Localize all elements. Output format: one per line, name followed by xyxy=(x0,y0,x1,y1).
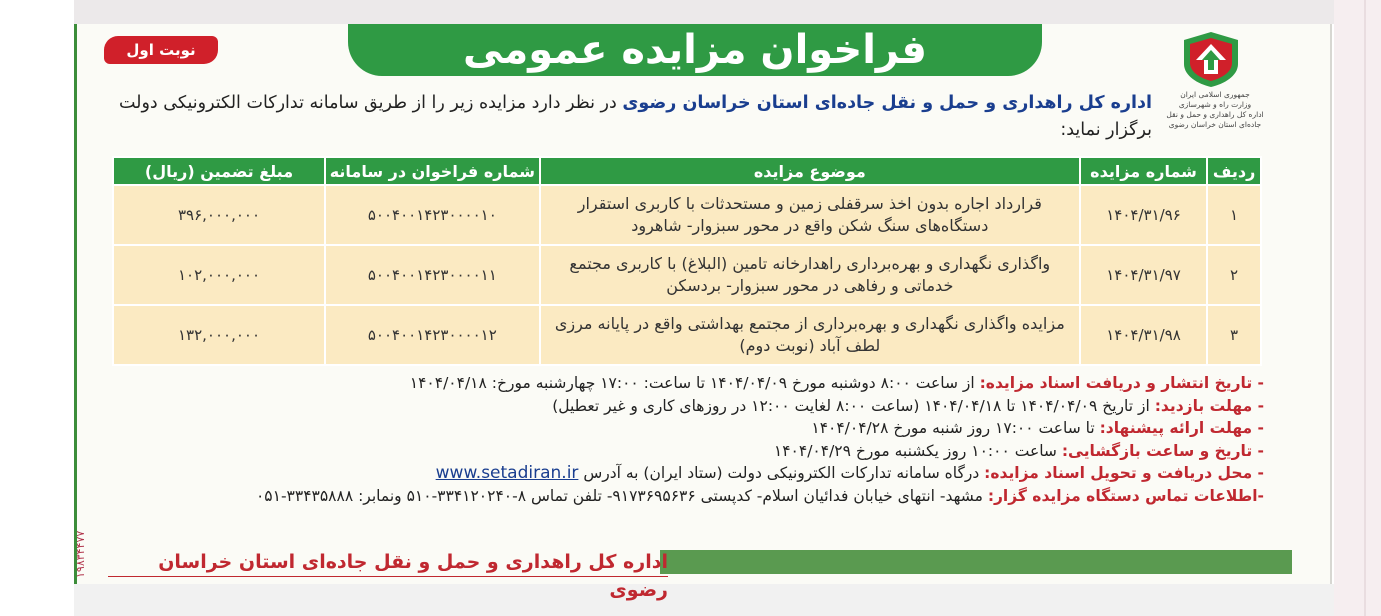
footer-underline xyxy=(108,576,668,577)
header-auction-number: شماره مزایده xyxy=(1080,157,1207,185)
detail-offer-deadline xyxy=(104,417,1264,440)
intro-rest: در نظر دارد مزایده زیر را از طریق سامانه تدارکات الکترونیکی دولت برگزار نماید: xyxy=(118,93,1152,140)
table-row xyxy=(113,305,1261,365)
cell-subject: مزایده واگذاری نگهداری و بهره‌برداری از مجتمع بهداشتی واقع در پایانه مرزی لطف آباد (نوبت دوم) xyxy=(540,305,1080,365)
detail-text: مشهد- انتهای خیابان فدائیان اسلام- کدپستی ۹۱۷۳۶۹۵۶۳۶- تلفن تماس ۸-۳۳۴۱۲۰۲۴۰-۵۱۰ ونمابر: ۳۳۴۳۵۸۸۸-۰۵۱ xyxy=(255,486,988,505)
cell-call-number: ۵۰۰۴۰۰۱۴۲۳۰۰۰۰۱۱ xyxy=(325,245,540,305)
detail-label: - تاریخ و ساعت بازگشایی: xyxy=(1061,441,1264,460)
top-band xyxy=(74,0,1334,24)
logo-line: اداره کل راهداری و حمل و نقل xyxy=(1166,110,1264,119)
detail-label: - مهلت ارائه پیشنهاد: xyxy=(1099,419,1264,437)
header-guarantee: مبلغ تضمین (ریال) xyxy=(113,157,325,185)
detail-text: ساعت ۱۰:۰۰ روز یکشنبه مورخ ۱۴۰۴/۰۴/۲۹ xyxy=(773,441,1062,460)
detail-label: -اطلاعات تماس دستگاه مزایده گزار: xyxy=(987,486,1264,505)
logo-line: جمهوری اسلامی ایران xyxy=(1180,90,1250,99)
auction-details xyxy=(104,372,1264,507)
cell-auction-number: ۱۴۰۴/۳۱/۹۷ xyxy=(1080,245,1207,305)
ministry-logo-text xyxy=(1160,90,1270,130)
cell-subject: واگذاری نگهداری و بهره‌برداری راهدارخانه تامین (البلاغ) با کاربری مجتمع خدماتی و رفاهی در محور سبزوار- بردسکن xyxy=(540,245,1080,305)
detail-label: - مهلت بازدید: xyxy=(1154,396,1264,415)
auction-table xyxy=(112,156,1262,366)
right-panel xyxy=(1334,0,1381,616)
right-divider xyxy=(1364,0,1366,616)
cell-row-number: ۱ xyxy=(1207,185,1261,245)
intro-paragraph xyxy=(100,90,1152,144)
cell-subject: قرارداد اجاره بدون اخذ سرقفلی زمین و مستحدثات با کاربری استقرار دستگاه‌های سنگ شکن واقع در محور سبزوار- شاهرود xyxy=(540,185,1080,245)
cell-call-number: ۵۰۰۴۰۰۱۴۲۳۰۰۰۰۱۲ xyxy=(325,305,540,365)
side-code xyxy=(70,490,92,580)
detail-publish-date xyxy=(104,372,1264,395)
ministry-logo-icon xyxy=(1180,30,1242,88)
intro-agency: اداره کل راهداری و حمل و نقل جاده‌ای استان خراسان رضوی xyxy=(622,93,1152,113)
header-subject: موضوع مزایده xyxy=(540,157,1080,185)
setadiran-link[interactable]: www.setadiran.ir xyxy=(435,463,579,483)
logo-line: جاده‌ای استان خراسان رضوی xyxy=(1168,120,1262,129)
header-call-number: شماره فراخوان در سامانه xyxy=(325,157,540,185)
detail-label: - تاریخ انتشار و دریافت اسناد مزایده: xyxy=(979,374,1264,392)
table-row xyxy=(113,245,1261,305)
cell-row-number: ۲ xyxy=(1207,245,1261,305)
detail-text: از تاریخ ۱۴۰۴/۰۴/۰۹ تا ۱۴۰۴/۰۴/۱۸ (ساعت ۸:۰۰ لغایت ۱۲:۰۰ در روزهای کاری و غیر تعطیل) xyxy=(552,396,1155,415)
table-row xyxy=(113,185,1261,245)
left-margin xyxy=(0,0,74,616)
detail-contact-info xyxy=(104,485,1264,508)
footer-bar xyxy=(660,550,1292,574)
cell-auction-number: ۱۴۰۴/۳۱/۹۸ xyxy=(1080,305,1207,365)
detail-text: از ساعت ۸:۰۰ دوشنبه مورخ ۱۴۰۴/۰۴/۰۹ تا ساعت: ۱۷:۰۰ چهارشنبه مورخ: ۱۴۰۴/۰۴/۱۸ xyxy=(409,374,980,392)
cell-auction-number: ۱۴۰۴/۳۱/۹۶ xyxy=(1080,185,1207,245)
detail-label: - محل دریافت و تحویل اسناد مزایده: xyxy=(984,464,1264,482)
detail-opening-time xyxy=(104,440,1264,463)
cell-guarantee: ۳۹۶,۰۰۰,۰۰۰ xyxy=(113,185,325,245)
footer-agency: اداره کل راهداری و حمل و نقل جاده‌ای استان خراسان رضوی xyxy=(158,551,668,601)
cell-call-number: ۵۰۰۴۰۰۱۴۲۳۰۰۰۰۱۰ xyxy=(325,185,540,245)
page-title: فراخوان مزایده عمومی xyxy=(348,24,1042,76)
detail-text: تا ساعت ۱۷:۰۰ روز شنبه مورخ ۱۴۰۴/۰۴/۲۸ xyxy=(811,419,1100,437)
detail-documents-location xyxy=(104,462,1264,485)
cell-guarantee: ۱۰۲,۰۰۰,۰۰۰ xyxy=(113,245,325,305)
detail-text: درگاه سامانه تدارکات الکترونیکی دولت (ستاد ایران) به آدرس xyxy=(578,464,985,482)
table-header-row xyxy=(113,157,1261,185)
header-row-number: ردیف xyxy=(1207,157,1261,185)
detail-visit-deadline xyxy=(104,395,1264,418)
cell-guarantee: ۱۳۲,۰۰۰,۰۰۰ xyxy=(113,305,325,365)
logo-line: وزارت راه و شهرسازی xyxy=(1178,100,1252,109)
cell-row-number: ۳ xyxy=(1207,305,1261,365)
first-round-badge: نوبت اول xyxy=(104,36,218,64)
side-code-text: ۱۹۸۳۴۴۷۷ xyxy=(74,530,87,578)
